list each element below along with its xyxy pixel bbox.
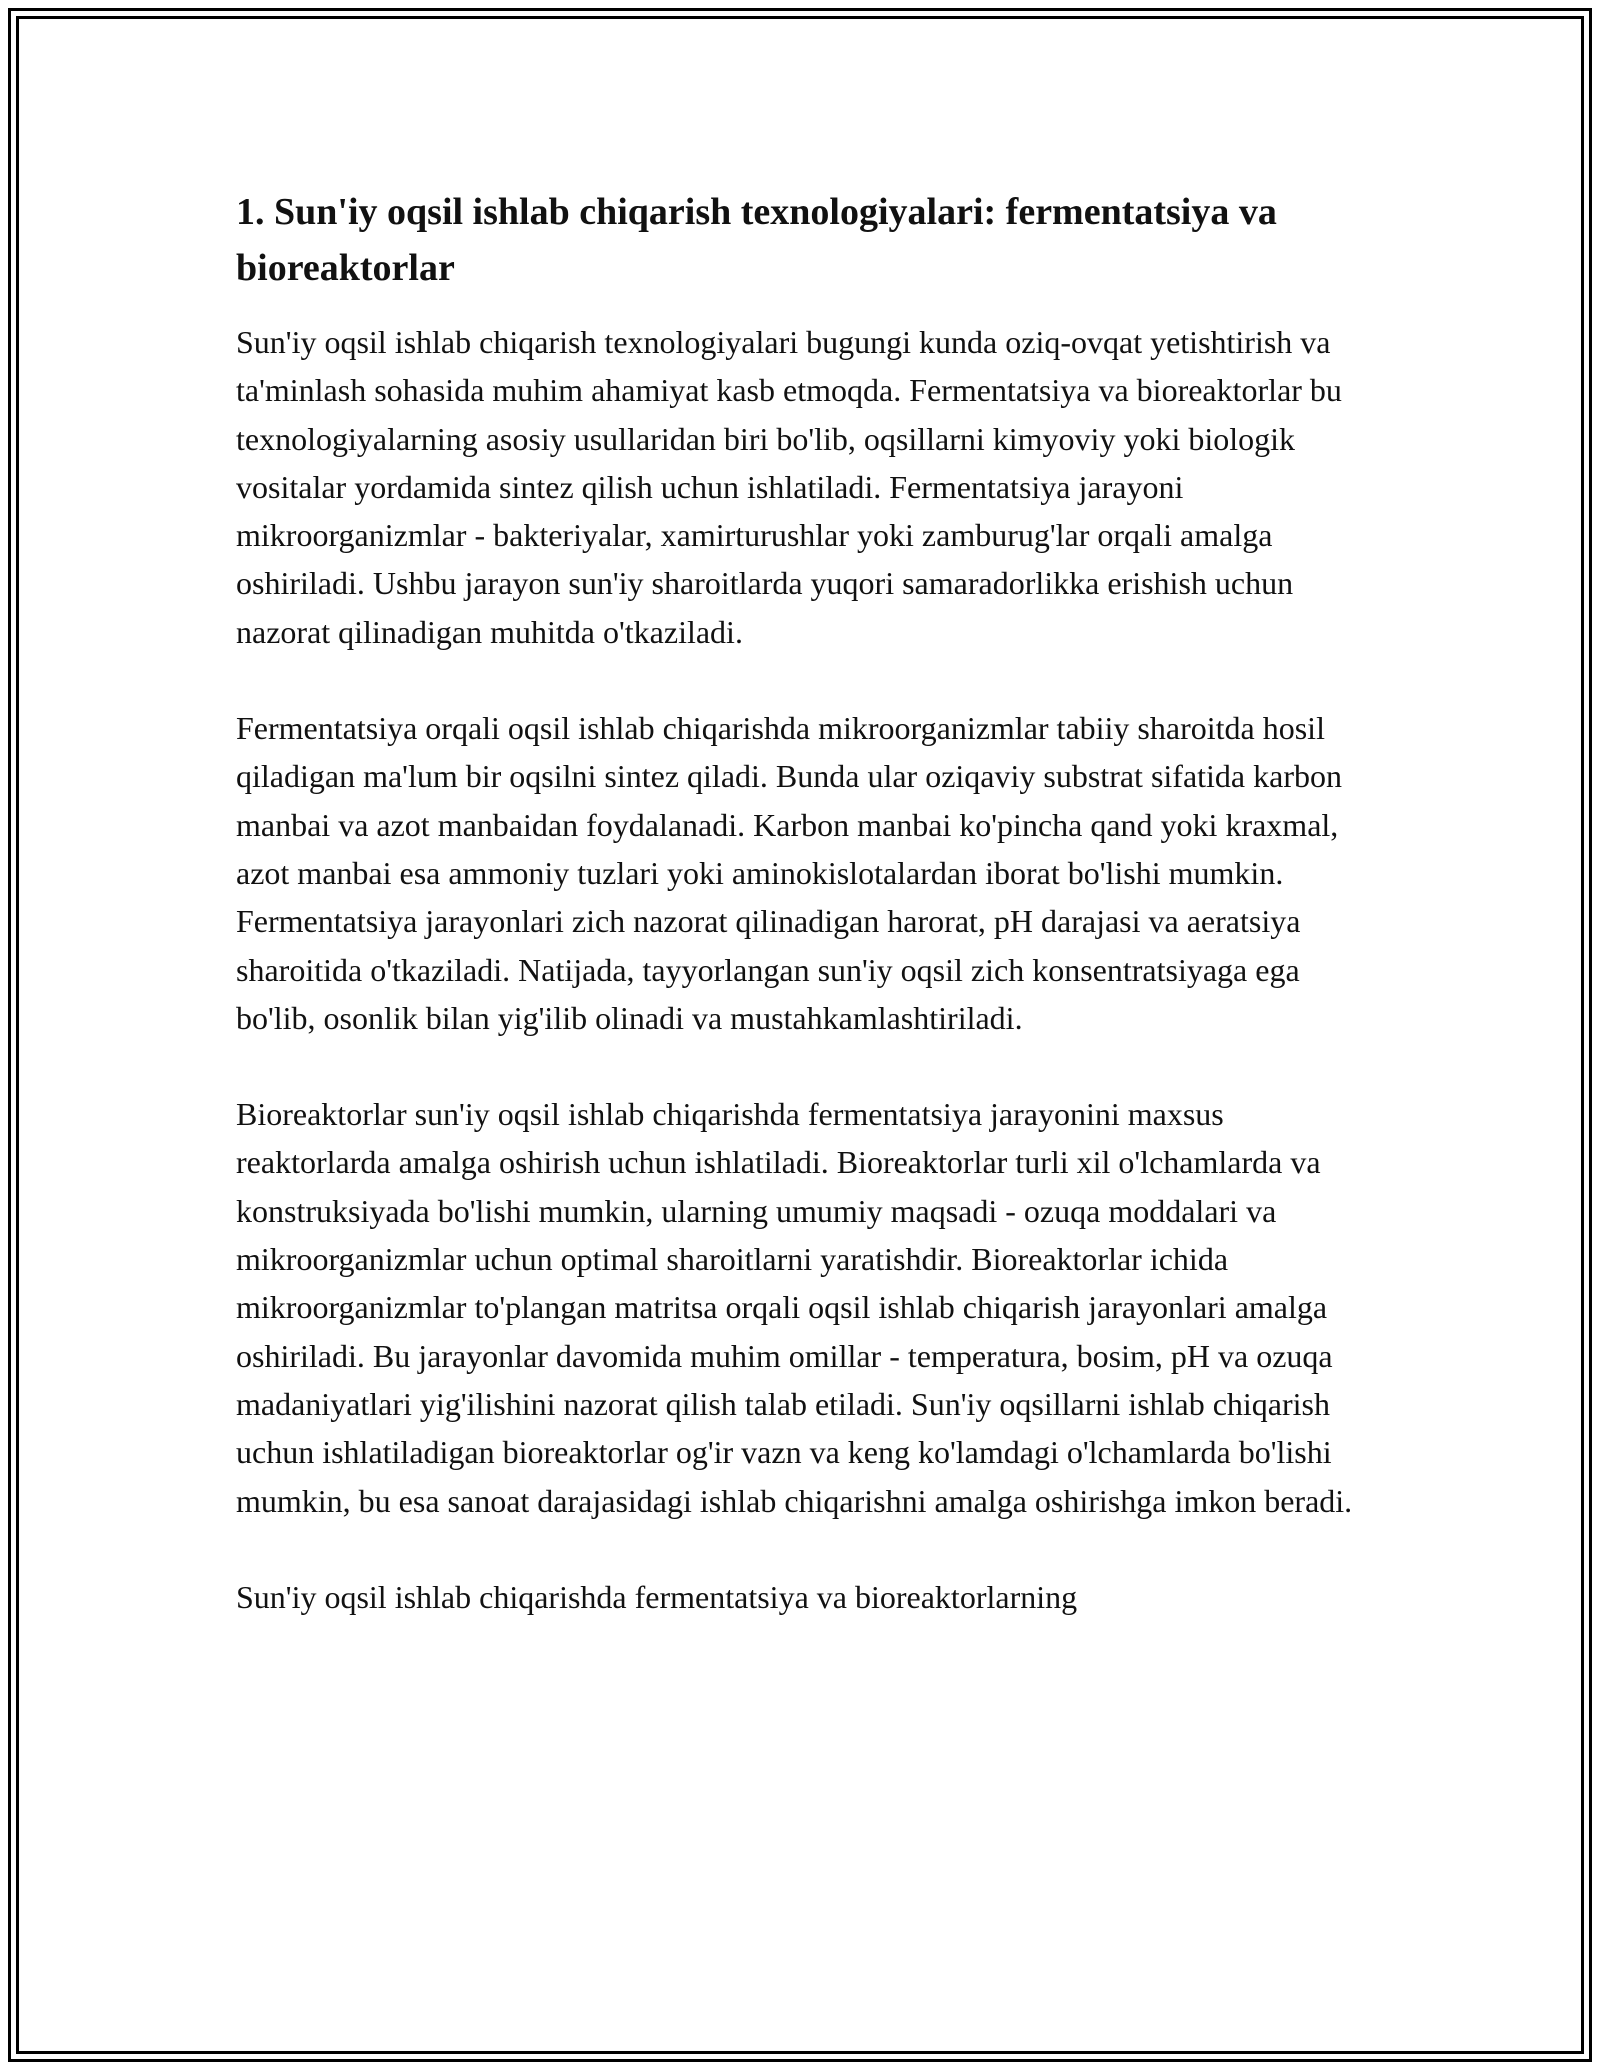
section-heading: 1. Sun'iy oqsil ishlab chiqarish texnologiyalari: fermentatsiya va bioreaktorlar bbox=[236, 191, 1277, 289]
document-body bbox=[236, 184, 1372, 1669]
paragraph-4: Sun'iy oqsil ishlab chiqarishda fermentatsiya va bioreaktorlarning bbox=[236, 1578, 1078, 1615]
paragraph-3: Bioreaktorlar sun'iy oqsil ishlab chiqarishda fermentatsiya jarayonini maxsus reaktorlarda amalga oshirish uchun ishlatiladi. Bioreaktorlar turli xil o'lchamlarda va konstruksiyada bo'lishi mumkin, ularning umumiy maqsadi - ozuqa moddalari va mikroorganizmlar uchun optimal sharoitlarni yaratishdir. Bioreaktorlar ichida mikroorganizmlar to'plangan matritsa orqali oqsil ishlab chiqarish jarayonlari amalga oshiriladi. Bu jarayonlar davomida muhim omillar - temperatura, bosim, pH va ozuqa madaniyatlari yig'ilishini nazorat qilish talab etiladi. Sun'iy oqsillarni ishlab chiqarish uchun ishlatiladigan bioreaktorlar og'ir vazn va keng ko'lamdagi o'lchamlarda bo'lishi mumkin, bu esa sanoat darajasidagi ishlab chiqarishni amalga oshirishga imkon beradi. bbox=[236, 1096, 1353, 1519]
paragraph-1: Sun'iy oqsil ishlab chiqarish texnologiyalari bugungi kunda oziq-ovqat yetishtirish va ta'minlash sohasida muhim ahamiyat kasb etmoqda. Fermentatsiya va bioreaktorlar bu texnologiyalarning asosiy usullaridan biri bo'lib, oqsillarni kimyoviy yoki biologik vositalar yordamida sintez qilish uchun ishlatiladi. Fermentatsiya jarayoni mikroorganizmlar - bakteriyalar, xamirturushlar yoki zamburug'lar orqali amalga oshiriladi. Ushbu jarayon sun'iy sharoitlarda yuqori samaradorlikka erishish uchun nazorat qilinadigan muhitda o'tkaziladi. bbox=[236, 324, 1342, 650]
paragraph-2: Fermentatsiya orqali oqsil ishlab chiqarishda mikroorganizmlar tabiiy sharoitda hosil qiladigan ma'lum bir oqsilni sintez qiladi. Bunda ular oziqaviy substrat sifatida karbon manbai va azot manbaidan foydalanadi. Karbon manbai ko'pincha qand yoki kraxmal, azot manbai esa ammoniy tuzlari yoki aminokislotalardan iborat bo'lishi mumkin. Fermentatsiya jarayonlari zich nazorat qilinadigan harorat, pH darajasi va aeratsiya sharoitida o'tkaziladi. Natijada, tayyorlangan sun'iy oqsil zich konsentratsiyaga ega bo'lib, osonlik bilan yig'ilib olinadi va mustahkamlashtiriladi. bbox=[236, 710, 1342, 1036]
